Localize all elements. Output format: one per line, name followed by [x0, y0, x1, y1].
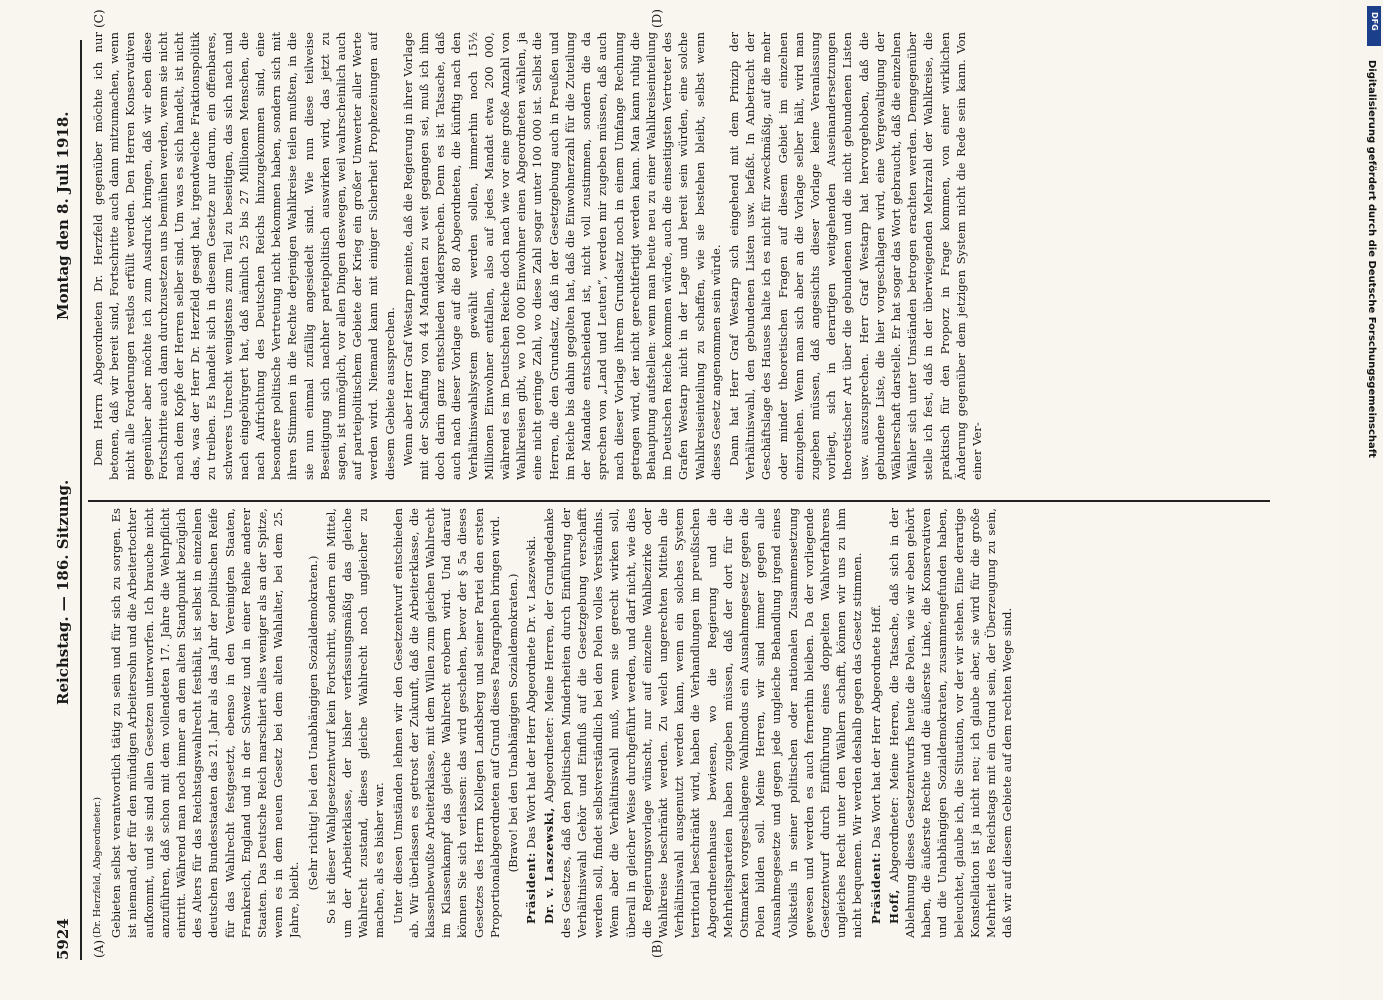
- speech-text: Meine Herren, der Grundgedanke des Gesetzes, daß den politischen Minderheiten durch Einführung der Verhältniswahl Gehör und Einfluß auf die Gesetzgebung verschafft werden soll, findet selbstverständlich bei den Polen volles Verständnis. Wenn aber die Verhältniswahl muß, wenn sie gerecht wirken soll, überall in gleicher Weise durchgeführt werden, und darf nicht, wie dies die Regierungsvorlage wünscht, nur auf einzelne Wahlbezirke oder Wahlkreise beschränkt werden. Zu welch ungerechten Mitteln die Verhältniswahl ausgenutzt werden kann, wenn ein solches System territorial beschränkt wird, haben die Verhandlungen im preußischen Abgeordnetenhause bewiesen, wo die Regierung und die Mehrheitsparteien haben zugeben müssen, daß der dort für die Ostmarken vorgeschlagene Wahlmodus ein Ausnahmegesetz gegen die Polen bilden soll. Meine Herren, wir sind immer gegen alle Ausnahmegesetze und gegen jede ungleiche Behandlung irgend eines Volksteils in seiner politischen oder nationalen Zusammensetzung gewesen und werden es auch fernerhin bleiben. Da der vorliegende Gesetzentwurf durch Einführung eines doppelten Wahlverfahrens ungleiches Recht unter den Wählern schafft, können wir uns zu ihm nicht bequemen. Wir werden deshalb gegen das Gesetz stimmen.: [542, 508, 865, 938]
- left-column: [90, 508, 1260, 938]
- digitization-credit: [1363, 60, 1379, 960]
- margin-marker-b: (B): [650, 939, 664, 958]
- paragraph: Gebieten selbst verantwortlich tätig zu sein und für sich zu sorgen. Es ist niemand, der für den mündigen Arbeitersohn und die Arbeitertochter aufkommt, und sie sind allen Gesetzen unterworfen. Ich brauche nicht anzuführen, daß schon mit dem vollendeten 17. Jahre die Wehrpflicht eintritt. Während man noch immer an dem alten Standpunkt bezüglich des Alters für das Reichstagswahlrecht festhält, ist selbst in einzelnen deutschen Bundesstaaten das 21. Jahr als das Jahr der politischen Reife für das Wahlrecht festgesetzt, ebenso in den Vereinigten Staaten, Frankreich, England und in der Schweiz und in einer Reihe anderer Staaten. Das Deutsche Reich marschiert alles weniger als an der Spitze, wenn es in dem neuen Gesetz bei dem alten Wahlalter, bei dem 25. Jahre, bleibt.: [109, 508, 302, 938]
- dfg-logo: [1367, 6, 1381, 46]
- header-rule: [80, 40, 82, 960]
- margin-marker-d: (D): [650, 9, 664, 28]
- speaker-label: Präsident:: [868, 852, 883, 924]
- margin-marker-a: (A): [92, 939, 106, 958]
- credit-text: Digitalisierung gefördert durch die Deutsche Forschungsgemeinschaft: [1366, 60, 1377, 458]
- remark-text: Das Wort hat der Herr Abgeordnete Hoff.: [868, 604, 883, 849]
- speech: [541, 508, 865, 938]
- dfg-logo-text: DFG: [1370, 12, 1379, 31]
- paragraph: Unter diesen Umständen lehnen wir den Gesetzentwurf entschieden ab. Wir überlassen es getrost der Zukunft, daß die Arbeiterklasse, die klassenbewußte Arbeiterklasse, mit dem Willen zum gleichen Wahlrecht im Klassenkampf das gleiche Wahlrecht erobern wird. Und darauf können Sie sich verlassen: das wird geschehen, bevor der § 5a dieses Gesetzes des Herrn Kollegen Landsberg und seiner Partei den ersten Proportionalabgeordneten auf Grund dieses Paragraphen bringen wird.: [390, 508, 502, 938]
- right-column: [90, 32, 1260, 480]
- speaker-label: Dr. v. Laszewski,: [542, 807, 557, 924]
- president-remark: [868, 508, 884, 938]
- page-number: 5924: [54, 918, 72, 960]
- speaker-role: Abgeordneter:: [886, 796, 901, 883]
- column-divider: [88, 500, 1270, 502]
- paragraph: Wenn aber Herr Graf Westarp meinte, daß die Regierung in ihrer Vorlage mit der Schaffung von 44 Mandaten zu weit gegangen sei, muß ich ihm doch darin ganz entschieden widersprechen. Denn es ist Tatsache, daß auch nach dieser Vorlage auf die 80 Abgeordneten, die künftig nach den Verhältniswahlsystem gewählt werden sollen, immerhin noch 15½ Millionen Einwohner entfallen, also auf jedes Mandat etwa 200 000, während es im Deutschen Reiche doch nach wie vor eine große Anzahl von Wahlkreisen gibt, wo 100 000 Einwohner einen Abgeordneten wählen, ja eine nicht geringe Zahl, wo diese Zahl sogar unter 100 000 ist. Selbst die Herren, die den Grundsatz, daß in der Gesetzgebung auch in Preußen und im Reiche bis dahin gegolten hat, daß die Einwohnerzahl für die Zuteilung der Mandate entscheidend ist, nicht voll zustimmen, sondern die da sprechen von „Land und Leuten“, werden mir zugeben müssen, daß auch nach dieser Vorlage ihrem Grundsatz noch in einem Umfange Rechnung getragen wird, der nicht gerechtfertigt werden kann. Man kann ruhig die Behauptung aufstellen: wenn man heute neu zu einer Wahlkreiseinteilung im Deutschen Reiche kommen würde, auch die einseitigsten Vertreter des Grafen Westarp nicht in der Lage und bereit sein würden, eine solche Wahlkreiseinteilung zu schaffen, wie sie bestehen bleibt, selbst wenn dieses Gesetz angenommen sein würde.: [400, 32, 723, 480]
- page-header: [50, 40, 76, 960]
- speech: [886, 508, 1016, 938]
- paragraph: So ist dieser Wahlgesetzentwurf kein Fortschritt, sondern ein Mittel, um der Arbeiterklasse, der bisher verfassungsmäßig das gleiche Wahlrecht zustand, dieses gleiche Wahlrecht noch ungleicher zu machen, als es bisher war.: [323, 508, 387, 938]
- speaker-role: Abgeordneter:: [542, 717, 557, 803]
- remark-text: Das Wort hat der Herr Abgeordnete Dr. v. Laszewski.: [524, 535, 539, 849]
- speaker-label: Präsident:: [524, 852, 539, 924]
- session-title: Reichstag. — 186. Sitzung.: [54, 479, 72, 705]
- interjection: (Bravo! bei den Unabhängigen Sozialdemokraten.): [506, 573, 521, 873]
- paragraph: Dann hat Herr Graf Westarp sich eingehend mit dem Prinzip der Verhältniswahl, den gebundenen Listen usw. befaßt. In Anbetracht der Geschäftslage des Hauses halte ich es nicht für zweckmäßig, auf die mehr oder minder theoretischen Fragen auf diesem Gebiet im einzelnen einzugehen. Wenn man sich aber an die Vorlage selber hält, wird man zugeben müssen, daß angesichts dieser Vorlage keine Veranlassung vorliegt, sich in derartigen weitgehenden Auseinandersetzungen theoretischer Art über die gebundenen und die nicht gebundenen Listen usw. auszusprechen. Herr Graf Westarp hat hervorgehoben, daß die gebundene Liste, die hier vorgeschlagen wird, eine Vergewaltigung der Wählerschaft darstelle. Er hat sogar das Wort gebraucht, daß die einzelnen Wähler sich unter Umständen betrogen erachten werden. Demgegenüber stelle ich fest, daß in der überwiegenden Mehrzahl der Wahlkreise, die praktisch für den Proporz in Frage kommen, von einer wirklichen Änderung gegenüber dem jetzigen System nicht die Rede sein kann. Von einer Ver-: [726, 32, 984, 480]
- speaker-continuation: (Dr. Herzfeld, Abgeordneter.): [92, 796, 103, 938]
- session-date: Montag den 8. Juli 1918.: [54, 111, 72, 320]
- speech-text: Meine Herren, die Tatsache, daß sich in der Ablehnung dieses Gesetzentwurfs heute die Polen, wie wir eben gehört haben, die äußerste Rechte und die äußerste Linke, die Konservativen und die Unabhängigen Sozialdemokraten, zusammengefunden haben, beleuchtet, glaube ich, die Situation, vor der wir stehen. Eine derartige Konstellation ist ja nicht neu; ich glaube aber, sie wird für die große Mehrheit des Reichstags mit ein Grund sein, der Überzeugung zu sein, daß wir auf diesem Gebiete auf dem rechten Wege sind.: [886, 508, 1015, 938]
- paragraph: Dem Herrn Abgeordneten Dr. Herzfeld gegenüber möchte ich nur betonen, daß wir bereit sind, Fortschritte auch dann mitzumachen, wenn nicht alle Forderungen restlos erfüllt werden. Den Herren Konservativen gegenüber aber möchte ich zum Ausdruck bringen, daß wir eben diese Fortschritte auch dann durchzusetzen uns bemühen werden, wenn sie nicht nach dem Kopfe der Herren selber sind. Um was es sich handelt, ist nicht das, was der Herr Dr. Herzfeld gesagt hat, irgendwelche Fraktionspolitik zu treiben. Es handelt sich in diesem Gesetze nur darum, ein offenbares, schweres Unrecht wenigstens zum Teil zu beseitigen, das sich nach und nach eingebürgert hat, daß nämlich 25 bis 27 Millionen Menschen, die nach Aufrichtung des Deutschen Reichs hinzugekommen sind, eine besondere politische Vertretung nicht bekommen haben, sondern sich mit ihren Stimmen in die Rechte derjenigen Wahlkreise teilen mußten, in die sie nun einmal zufällig angesiedelt sind. Wie nun diese teilweise Beseitigung sich nachher parteipolitisch auswirken wird, das jetzt zu sagen, ist unmöglich, vor allen Dingen deswegen, weil wahrscheinlich auch auf parteipolitischem Gebiete der Krieg ein großer Umwerter aller Werte werden wird. Niemand kann mit einiger Sicherheit Prophezeiungen auf diesem Gebiete aussprechen.: [91, 32, 397, 480]
- speaker-label: Hoff,: [886, 889, 901, 924]
- president-remark: [523, 508, 539, 938]
- margin-marker-c: (C): [92, 9, 106, 28]
- interjection: (Sehr richtig! bei den Unabhängigen Sozialdemokraten.): [305, 555, 320, 891]
